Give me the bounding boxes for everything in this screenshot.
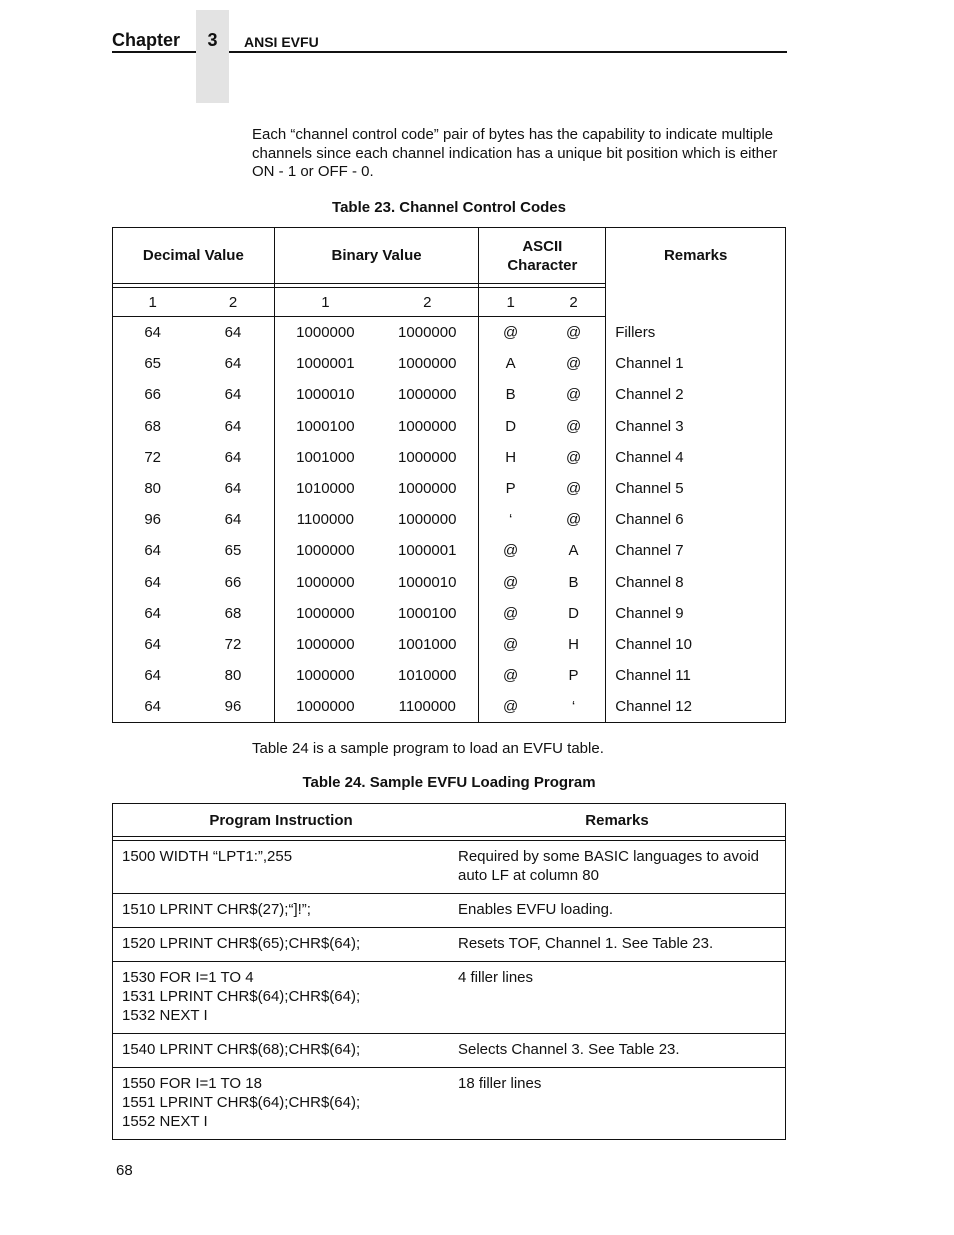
ascii-1-cell: @ — [503, 324, 519, 342]
binary-1-cell: 1000100 — [296, 417, 355, 435]
subheader-cell: 2 — [542, 288, 606, 317]
table-row — [113, 894, 786, 928]
decimal-2-cell: 65 — [192, 535, 274, 566]
header-ascii-line2: Character — [507, 256, 578, 274]
ascii-2-cell: @ — [542, 442, 606, 473]
decimal-2-cell: 64 — [192, 473, 274, 504]
binary-2-cell: 1000000 — [376, 411, 479, 442]
decimal-2-cell: 68 — [192, 598, 274, 629]
binary-1-cell: 1001000 — [296, 448, 355, 466]
remarks-line: auto LF at column 80 — [458, 867, 599, 884]
remarks-line: Required by some BASIC languages to avoid — [458, 848, 760, 865]
ascii-2-cell: B — [542, 567, 606, 598]
ascii-1-cell: @ — [503, 573, 519, 591]
remarks-cell: Channel 11 — [606, 660, 786, 691]
table24-intro: Table 24 is a sample program to load an EVFU table. — [252, 740, 604, 757]
table-row — [113, 442, 786, 473]
binary-2-cell: 1000000 — [376, 504, 479, 535]
subheader-cell: 2 — [376, 288, 479, 317]
binary-2-cell: 1010000 — [376, 660, 479, 691]
instruction-cell — [113, 841, 450, 894]
table-row — [113, 567, 786, 598]
subheader-cell: 1 — [479, 288, 542, 317]
decimal-1-cell: 96 — [113, 504, 193, 535]
table-row — [113, 473, 786, 504]
remarks-cell — [449, 841, 786, 894]
decimal-1-cell: 65 — [113, 348, 193, 379]
binary-2-cell: 1000000 — [376, 442, 479, 473]
decimal-1-cell: 64 — [113, 317, 193, 349]
remarks-cell — [449, 1034, 786, 1068]
ascii-2-cell: @ — [542, 379, 606, 410]
instruction-cell — [113, 894, 450, 928]
remarks-line: 4 filler lines — [458, 969, 534, 986]
table-row — [113, 1068, 786, 1140]
binary-1-cell: 1010000 — [296, 480, 355, 498]
remarks-cell: Channel 3 — [606, 411, 786, 442]
remarks-cell: Channel 7 — [606, 535, 786, 566]
page-number: 68 — [116, 1162, 133, 1179]
table-row — [113, 411, 786, 442]
binary-2-cell: 1000000 — [376, 348, 479, 379]
table-row — [113, 379, 786, 410]
remarks-cell: Channel 4 — [606, 442, 786, 473]
binary-1-cell: 1000000 — [296, 542, 355, 560]
remarks-cell: Channel 8 — [606, 567, 786, 598]
decimal-2-cell: 64 — [192, 442, 274, 473]
instruction-line: 1552 NEXT I — [122, 1113, 208, 1130]
binary-2-cell: 1000000 — [376, 473, 479, 504]
remarks-cell: Channel 1 — [606, 348, 786, 379]
ascii-1-cell: @ — [503, 635, 519, 653]
table-row — [113, 504, 786, 535]
instruction-cell — [113, 1068, 450, 1140]
decimal-1-cell: 64 — [113, 660, 193, 691]
decimal-1-cell: 64 — [113, 535, 193, 566]
remarks-cell — [449, 894, 786, 928]
instruction-cell — [113, 928, 450, 962]
binary-2-cell: 1000001 — [376, 535, 479, 566]
ascii-2-cell: @ — [542, 411, 606, 442]
ascii-1-cell: D — [505, 417, 517, 435]
remarks-cell: Channel 2 — [606, 379, 786, 410]
table24-caption: Table 24. Sample EVFU Loading Program — [302, 774, 596, 791]
instruction-cell — [113, 1034, 450, 1068]
ascii-2-cell: ‘ — [542, 691, 606, 723]
table-row — [113, 598, 786, 629]
ascii-1-cell: @ — [503, 667, 519, 685]
binary-1-cell: 1000000 — [274, 691, 376, 723]
table-row — [113, 928, 786, 962]
remarks-cell: Fillers — [606, 317, 786, 349]
decimal-2-cell: 66 — [192, 567, 274, 598]
header-decimal-value: Decimal Value — [113, 228, 275, 284]
instruction-line: 1540 LPRINT CHR$(68);CHR$(64); — [122, 1041, 361, 1058]
ascii-2-cell: D — [542, 598, 606, 629]
remarks-cell: Channel 10 — [606, 629, 786, 660]
remarks-cell: Channel 6 — [606, 504, 786, 535]
decimal-1-cell: 68 — [113, 411, 193, 442]
remarks-cell: Channel 5 — [606, 473, 786, 504]
binary-2-cell: 1000000 — [376, 379, 479, 410]
ascii-1-cell: P — [505, 480, 516, 498]
decimal-1-cell: 80 — [113, 473, 193, 504]
header-program-instruction: Program Instruction — [113, 804, 450, 837]
subheader-cell: 2 — [192, 288, 274, 317]
intro-paragraph: Each “channel control code” pair of bytes has the capability to indicate multiple channels since each channel indication has a unique bit position which is either ON - 1 or OFF - 0. — [252, 126, 778, 180]
header-rule-left — [112, 51, 196, 53]
decimal-1-cell: 64 — [113, 691, 193, 723]
table-row — [113, 629, 786, 660]
remarks-line: Resets TOF, Channel 1. See Table 23. — [458, 935, 714, 952]
instruction-line: 1520 LPRINT CHR$(65);CHR$(64); — [122, 935, 361, 952]
remarks-line: Enables EVFU loading. — [458, 901, 614, 918]
decimal-2-cell: 80 — [192, 660, 274, 691]
decimal-2-cell: 64 — [192, 504, 274, 535]
binary-2-cell: 1001000 — [376, 629, 479, 660]
remarks-cell — [449, 928, 786, 962]
decimal-1-cell: 64 — [113, 598, 193, 629]
binary-1-cell: 1000000 — [296, 573, 355, 591]
binary-2-cell: 1000100 — [376, 598, 479, 629]
binary-1-cell: 1000001 — [296, 355, 355, 373]
chapter-tab — [196, 10, 229, 103]
ascii-2-cell: @ — [542, 317, 606, 349]
instruction-line: 1550 FOR I=1 TO 18 — [122, 1075, 262, 1092]
evfu-loading-program-table — [112, 803, 786, 1140]
table-row — [113, 348, 786, 379]
table-row — [113, 535, 786, 566]
instruction-line: 1531 LPRINT CHR$(64);CHR$(64); — [122, 988, 361, 1005]
table-row — [113, 841, 786, 894]
ascii-1-cell: @ — [479, 691, 542, 723]
header-remarks: Remarks — [606, 228, 786, 284]
remarks-cell: Channel 9 — [606, 598, 786, 629]
binary-1-cell: 1000000 — [296, 635, 355, 653]
binary-1-cell: 1000000 — [296, 324, 355, 342]
binary-2-cell: 1100000 — [376, 691, 479, 723]
ascii-2-cell: @ — [542, 504, 606, 535]
header-ascii-line1: ASCII — [522, 237, 563, 255]
decimal-2-cell: 64 — [192, 411, 274, 442]
ascii-1-cell: A — [505, 355, 516, 373]
ascii-2-cell: A — [542, 535, 606, 566]
instruction-line: 1532 NEXT I — [122, 1007, 208, 1024]
decimal-2-cell: 72 — [192, 629, 274, 660]
remarks-line: Selects Channel 3. See Table 23. — [458, 1041, 680, 1058]
table-row — [113, 1034, 786, 1068]
binary-2-cell: 1000000 — [376, 317, 479, 349]
binary-1-cell: 1000000 — [296, 604, 355, 622]
remarks-cell — [449, 962, 786, 1034]
subheader-cell: 1 — [113, 288, 193, 317]
remarks-line: 18 filler lines — [458, 1075, 542, 1092]
table-row — [113, 660, 786, 691]
instruction-line: 1530 FOR I=1 TO 4 — [122, 969, 254, 986]
decimal-1-cell: 66 — [113, 379, 193, 410]
ascii-1-cell: ‘ — [508, 511, 513, 529]
ascii-2-cell: H — [542, 629, 606, 660]
ascii-2-cell: P — [542, 660, 606, 691]
header-binary-value: Binary Value — [274, 228, 479, 284]
channel-control-codes-table — [112, 227, 786, 723]
decimal-2-cell: 64 — [192, 379, 274, 410]
binary-1-cell: 1100000 — [296, 511, 355, 529]
decimal-2-cell: 64 — [192, 348, 274, 379]
ascii-1-cell: @ — [503, 542, 519, 560]
ascii-1-cell: H — [505, 448, 517, 466]
remarks-cell — [449, 1068, 786, 1140]
decimal-1-cell: 64 — [113, 567, 193, 598]
remarks-cell: Channel 12 — [606, 691, 786, 723]
instruction-line: 1500 WIDTH “LPT1:”,255 — [122, 848, 293, 865]
ascii-1-cell: @ — [503, 604, 519, 622]
table23-caption: Table 23. Channel Control Codes — [332, 199, 566, 216]
binary-2-cell: 1000010 — [376, 567, 479, 598]
ascii-2-cell: @ — [542, 473, 606, 504]
decimal-2-cell: 64 — [192, 317, 274, 349]
header-rule-right — [229, 51, 787, 53]
table-row — [113, 962, 786, 1034]
chapter-title: ANSI EVFU — [244, 34, 319, 50]
decimal-1-cell: 72 — [113, 442, 193, 473]
table-row — [113, 691, 786, 723]
binary-1-cell: 1000010 — [296, 386, 355, 404]
table-row — [113, 317, 786, 349]
chapter-number: 3 — [207, 30, 218, 50]
decimal-2-cell: 96 — [192, 691, 274, 723]
decimal-1-cell: 64 — [113, 629, 193, 660]
binary-1-cell: 1000000 — [296, 667, 355, 685]
chapter-label: Chapter — [112, 30, 181, 50]
instruction-line: 1510 LPRINT CHR$(27);“]!”; — [122, 901, 311, 918]
instruction-line: 1551 LPRINT CHR$(64);CHR$(64); — [122, 1094, 361, 1111]
ascii-2-cell: @ — [542, 348, 606, 379]
ascii-1-cell: B — [505, 386, 516, 404]
subheader-cell: 1 — [274, 288, 376, 317]
header-remarks: Remarks — [449, 804, 786, 837]
instruction-cell — [113, 962, 450, 1034]
header-ascii-character — [479, 228, 606, 284]
